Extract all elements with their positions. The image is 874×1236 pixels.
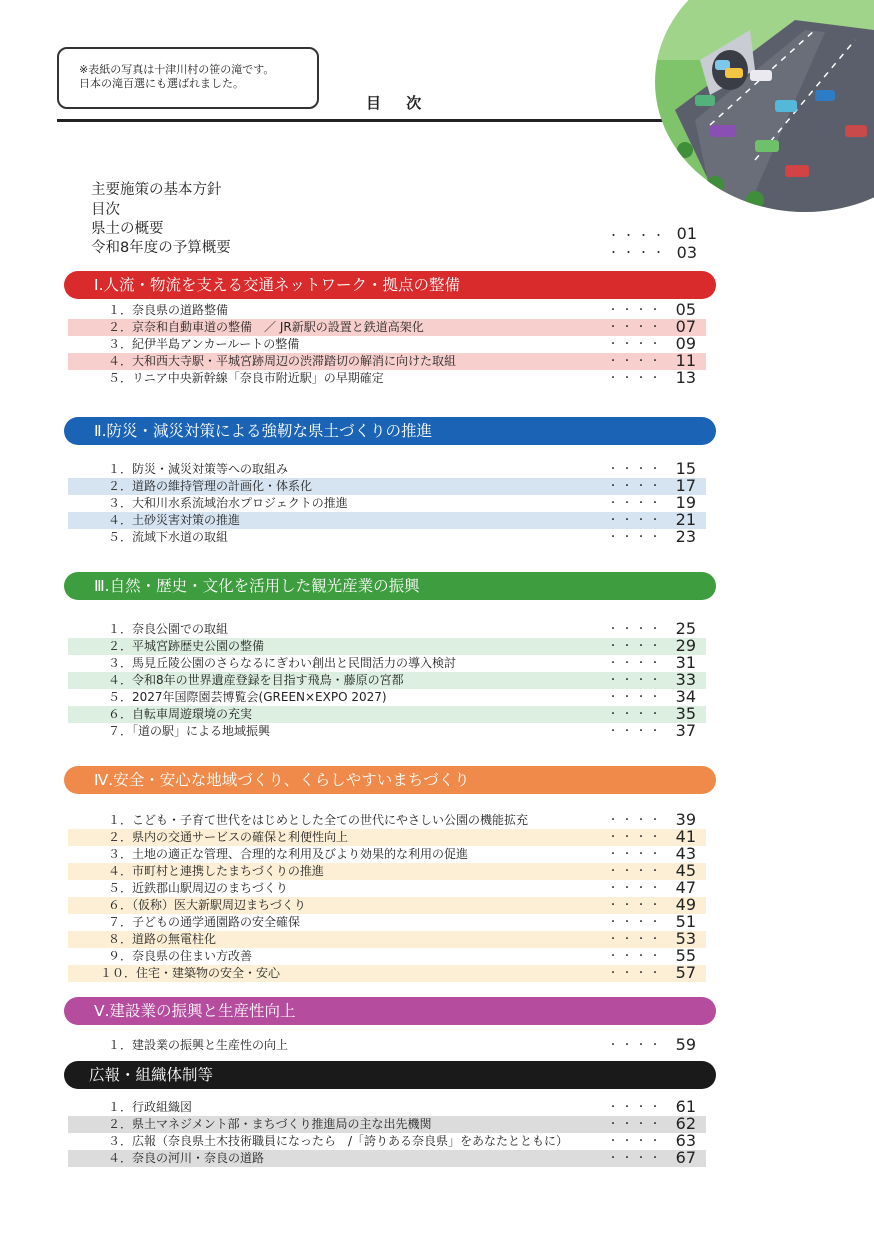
toc-row-page: 53 <box>675 929 696 948</box>
toc-row[interactable] <box>68 965 706 982</box>
toc-row[interactable] <box>68 353 706 370</box>
toc-row[interactable] <box>68 723 706 740</box>
toc-row-page: 15 <box>675 459 696 478</box>
toc-row-dots: ・・・・ <box>608 815 664 826</box>
toc-row-label: ２．平城宮跡歴史公園の整備 <box>108 639 265 653</box>
toc-row[interactable] <box>68 706 706 723</box>
intro-dots-2: ・・・・ <box>608 246 668 259</box>
toc-row[interactable] <box>68 302 706 319</box>
toc-row-label: ５．流域下水道の取組 <box>108 530 229 544</box>
toc-row-label: ２．京奈和自動車道の整備 ／ JR新駅の設置と鉄道高架化 <box>108 320 424 334</box>
toc-row-label: ３．土地の適正な管理、合理的な利用及びより効果的な利用の促進 <box>108 847 469 861</box>
toc-row-page: 34 <box>675 687 696 706</box>
toc-row-label: ６．（仮称）医大新駅周辺まちづくり <box>108 898 306 912</box>
toc-row-label: １０．住宅・建築物の安全・安心 <box>100 966 281 980</box>
toc-row[interactable] <box>68 931 706 948</box>
toc-row-label: ４．令和8年の世界遺産登録を目指す飛鳥・藤原の宮都 <box>108 673 404 687</box>
section-3-header[interactable]: Ⅲ.自然・歴史・文化を活用した観光産業の振興 <box>64 572 716 600</box>
toc-row-page: 05 <box>675 300 696 319</box>
toc-row-dots: ・・・・ <box>608 641 664 652</box>
toc-row-page: 07 <box>675 317 696 336</box>
intro-item-toc[interactable]: 目次 <box>91 202 120 218</box>
toc-row-page: 59 <box>675 1035 696 1054</box>
toc-row[interactable] <box>68 336 706 353</box>
toc-row[interactable] <box>68 863 706 880</box>
toc-row-page: 25 <box>675 619 696 638</box>
toc-row-page: 11 <box>675 351 696 370</box>
toc-row[interactable] <box>68 846 706 863</box>
toc-row-page: 61 <box>675 1097 696 1116</box>
toc-row-dots: ・・・・ <box>608 305 664 316</box>
toc-row-label: ４．奈良の河川・奈良の道路 <box>108 1151 265 1165</box>
toc-row[interactable] <box>68 370 706 387</box>
intro-dots-1: ・・・・ <box>608 229 668 242</box>
toc-row-page: 51 <box>675 912 696 931</box>
toc-row-page: 17 <box>675 476 696 495</box>
toc-row-page: 13 <box>675 368 696 387</box>
toc-row-page: 49 <box>675 895 696 914</box>
toc-row-dots: ・・・・ <box>608 373 664 384</box>
toc-row[interactable] <box>68 655 706 672</box>
toc-row-page: 57 <box>675 963 696 982</box>
toc-row-label: ６．自転車周遊環境の充実 <box>108 707 253 721</box>
toc-row-label: ５．2027年国際園芸博覧会(GREEN×EXPO 2027) <box>108 690 387 704</box>
highway-tunnel-illustration <box>655 0 874 215</box>
intro-item-budget[interactable]: 令和8年度の予算概要 <box>91 240 231 256</box>
toc-row[interactable] <box>68 914 706 931</box>
toc-row-page: 23 <box>675 527 696 546</box>
toc-row-dots: ・・・・ <box>608 515 664 526</box>
toc-row-label: ３．広報（奈良県土木技術職員になったら /「誇りある奈良県」をあなたとともに） <box>108 1134 569 1148</box>
toc-row-page: 31 <box>675 653 696 672</box>
toc-row[interactable] <box>68 1099 706 1116</box>
toc-row-label: ５．近鉄郡山駅周辺のまちづくり <box>108 881 288 895</box>
cover-note-line-2: 日本の滝百選にも選ばれました。 <box>79 77 244 90</box>
toc-row[interactable] <box>68 621 706 638</box>
toc-row-label: ２．道路の維持管理の計画化・体系化 <box>108 479 313 493</box>
toc-row-page: 67 <box>675 1148 696 1167</box>
toc-row[interactable] <box>68 948 706 965</box>
toc-row-dots: ・・・・ <box>608 692 664 703</box>
toc-row[interactable] <box>68 689 706 706</box>
toc-row[interactable] <box>68 319 706 336</box>
toc-row-page: 29 <box>675 636 696 655</box>
toc-row-page: 09 <box>675 334 696 353</box>
cover-note-box <box>57 47 319 109</box>
toc-row-page: 45 <box>675 861 696 880</box>
toc-row-dots: ・・・・ <box>608 849 664 860</box>
toc-row-page: 62 <box>675 1114 696 1133</box>
toc-row-dots: ・・・・ <box>608 624 664 635</box>
toc-row[interactable] <box>68 495 706 512</box>
toc-row-dots: ・・・・ <box>608 658 664 669</box>
toc-row[interactable] <box>68 880 706 897</box>
toc-row[interactable] <box>68 512 706 529</box>
toc-row[interactable] <box>68 672 706 689</box>
toc-row-label: １．こども・子育て世代をはじめとした全ての世代にやさしい公園の機能拡充 <box>108 813 529 827</box>
toc-row-label: ９．奈良県の住まい方改善 <box>108 949 253 963</box>
toc-row-dots: ・・・・ <box>608 866 664 877</box>
toc-row-page: 47 <box>675 878 696 897</box>
toc-row[interactable] <box>68 461 706 478</box>
page-title: 目 次 <box>366 94 432 112</box>
toc-row-dots: ・・・・ <box>608 1040 664 1051</box>
title-divider <box>57 119 707 122</box>
toc-row-label: １．防災・減災対策等への取組み <box>108 462 289 476</box>
toc-row-label: ７．「道の駅」による地域振興 <box>108 724 271 738</box>
toc-row-label: ５．リニア中央新幹線「奈良市附近駅」の早期確定 <box>108 371 384 385</box>
toc-row-dots: ・・・・ <box>608 917 664 928</box>
toc-row-dots: ・・・・ <box>608 1153 664 1164</box>
toc-row[interactable] <box>68 812 706 829</box>
toc-row[interactable] <box>68 529 706 546</box>
toc-row-label: ３．大和川水系流域治水プロジェクトの推進 <box>108 496 348 510</box>
toc-row-label: ２．県内の交通サービスの確保と利便性向上 <box>108 830 349 844</box>
intro-page-overview: 01 <box>676 224 697 243</box>
toc-row-label: ４．市町村と連携したまちづくりの推進 <box>108 864 324 878</box>
toc-row-dots: ・・・・ <box>608 1119 664 1130</box>
intro-item-basic-policy[interactable]: 主要施策の基本方針 <box>91 182 222 198</box>
cover-note-line-1: ※表紙の写真は十津川村の笹の滝です。 <box>79 63 275 76</box>
intro-page-budget: 03 <box>676 243 697 262</box>
toc-row-dots: ・・・・ <box>608 339 664 350</box>
toc-row[interactable] <box>68 829 706 846</box>
section-6-header[interactable]: 広報・組織体制等 <box>64 1061 716 1089</box>
toc-row-dots: ・・・・ <box>608 498 664 509</box>
toc-row-label: ３．馬見丘陵公園のさらなるにぎわい創出と民間活力の導入検討 <box>108 656 457 670</box>
toc-row-label: １．奈良県の道路整備 <box>108 303 229 317</box>
toc-row-page: 43 <box>675 844 696 863</box>
toc-row-page: 39 <box>675 810 696 829</box>
section-4-header[interactable]: Ⅳ.安全・安心な地域づくり、くらしやすいまちづくり <box>64 766 716 794</box>
toc-row[interactable] <box>68 478 706 495</box>
toc-row-page: 33 <box>675 670 696 689</box>
toc-row-dots: ・・・・ <box>608 709 664 720</box>
toc-row[interactable] <box>68 1133 706 1150</box>
toc-row-dots: ・・・・ <box>608 1102 664 1113</box>
toc-row-dots: ・・・・ <box>608 726 664 737</box>
toc-row-label: １．建設業の振興と生産性の向上 <box>108 1038 289 1052</box>
toc-row-label: １．奈良公園での取組 <box>108 622 229 636</box>
toc-row-dots: ・・・・ <box>608 322 664 333</box>
toc-row-dots: ・・・・ <box>608 968 664 979</box>
toc-row-dots: ・・・・ <box>608 532 664 543</box>
toc-row-label: ３．紀伊半島アンカールートの整備 <box>108 337 300 351</box>
toc-row[interactable] <box>68 1150 706 1167</box>
toc-row-dots: ・・・・ <box>608 1136 664 1147</box>
section-2-header[interactable]: Ⅱ.防災・減災対策による強靭な県土づくりの推進 <box>64 417 716 445</box>
toc-row-dots: ・・・・ <box>608 900 664 911</box>
toc-row-page: 41 <box>675 827 696 846</box>
toc-row-dots: ・・・・ <box>608 951 664 962</box>
toc-row-dots: ・・・・ <box>608 883 664 894</box>
toc-row[interactable] <box>68 638 706 655</box>
toc-row-dots: ・・・・ <box>608 934 664 945</box>
toc-row-dots: ・・・・ <box>608 675 664 686</box>
toc-row-page: 19 <box>675 493 696 512</box>
toc-row-dots: ・・・・ <box>608 481 664 492</box>
intro-item-overview[interactable]: 県土の概要 <box>91 221 164 237</box>
toc-row[interactable] <box>68 897 706 914</box>
toc-row-page: 37 <box>675 721 696 740</box>
toc-row-page: 55 <box>675 946 696 965</box>
toc-row-dots: ・・・・ <box>608 464 664 475</box>
toc-row-label: ４．土砂災害対策の推進 <box>108 513 241 527</box>
toc-row-label: １．行政組織図 <box>108 1100 193 1114</box>
toc-row-label: ４．大和西大寺駅・平城宮跡周辺の渋滞踏切の解消に向けた取組 <box>108 354 457 368</box>
toc-row[interactable] <box>68 1116 706 1133</box>
toc-row-page: 63 <box>675 1131 696 1150</box>
toc-row-page: 35 <box>675 704 696 723</box>
toc-row[interactable] <box>68 1037 706 1054</box>
section-1-header[interactable]: Ⅰ.人流・物流を支える交通ネットワーク・拠点の整備 <box>64 271 716 299</box>
toc-row-dots: ・・・・ <box>608 832 664 843</box>
toc-row-label: ８．道路の無電柱化 <box>108 932 217 946</box>
toc-row-label: ７．子どもの通学通園路の安全確保 <box>108 915 301 929</box>
toc-row-page: 21 <box>675 510 696 529</box>
section-5-header[interactable]: Ⅴ.建設業の振興と生産性向上 <box>64 997 716 1025</box>
toc-row-dots: ・・・・ <box>608 356 664 367</box>
toc-row-label: ２．県土マネジメント部・まちづくり推進局の主な出先機関 <box>108 1117 432 1131</box>
